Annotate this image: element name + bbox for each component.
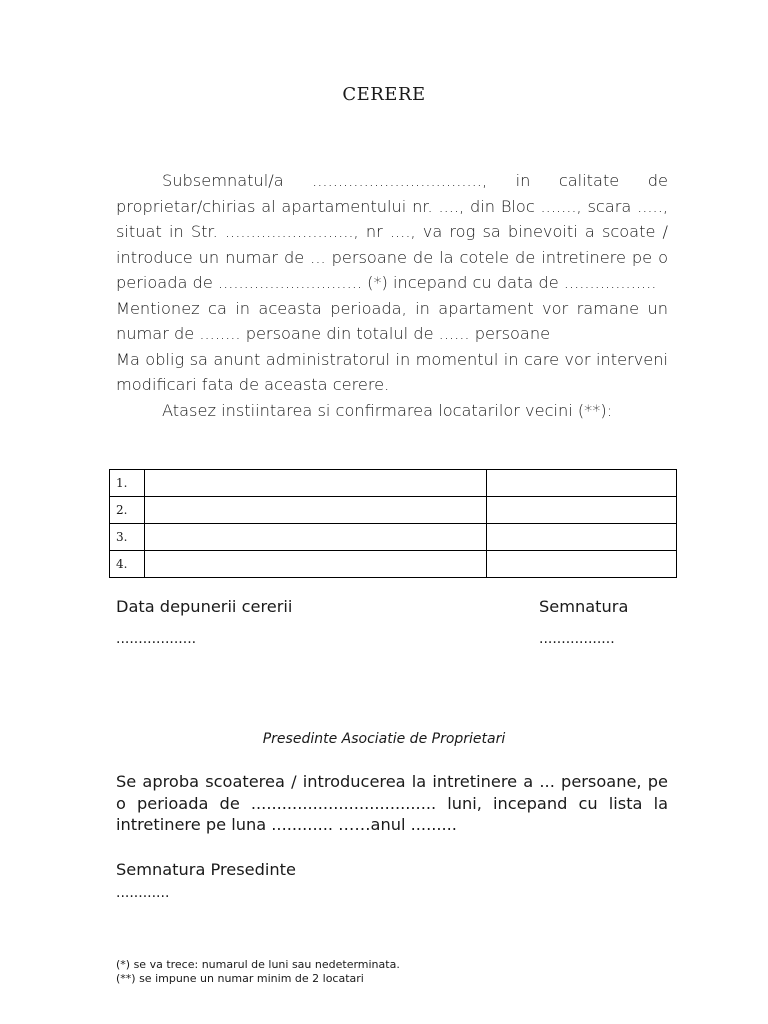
neighbor-name-cell[interactable]	[145, 497, 487, 524]
row-number: 2.	[110, 497, 145, 524]
neighbors-table	[109, 469, 677, 578]
neighbor-signature-cell[interactable]	[487, 551, 677, 578]
paragraph-request: Subsemnatul/a ................................., in calitate de proprietar/chirias al apartamentului nr. ...., din Bloc ......., scara ....., situat in Str. ........................., nr ...., va rog sa binevoiti a scoate / introduce un numar de ... persoane de la cotele de intretinere pe o perioada de ............................ (*) incepand cu data de ..................	[116, 171, 668, 292]
footnote-neighbors: (**) se impune un numar minim de 2 locatari	[116, 972, 364, 985]
table-row	[110, 497, 677, 524]
president-signature-label: Semnatura Presedinte	[116, 860, 296, 879]
footnote-months: (*) se va trece: numarul de luni sau nedeterminata.	[116, 958, 400, 971]
president-signature-placeholder: ............	[116, 885, 170, 901]
signature-placeholder: .................	[539, 631, 615, 647]
neighbor-signature-cell[interactable]	[487, 470, 677, 497]
table-row	[110, 470, 677, 497]
document-title: CERERE	[342, 84, 426, 105]
neighbor-name-cell[interactable]	[145, 551, 487, 578]
paragraph-obligation: Ma oblig sa anunt administratorul in momentul in care vor interveni modificari fata de aceasta cerere.	[116, 349, 668, 394]
row-number: 3.	[110, 524, 145, 551]
footnotes	[116, 958, 400, 986]
row-number: 1.	[110, 470, 145, 497]
table-row	[110, 551, 677, 578]
neighbor-name-cell[interactable]	[145, 524, 487, 551]
request-body	[116, 168, 668, 423]
president-heading: Presedinte Asociatie de Proprietari	[262, 731, 506, 747]
signature-label: Semnatura	[539, 597, 629, 616]
table-row	[110, 524, 677, 551]
date-label: Data depunerii cererii	[116, 597, 293, 616]
neighbor-name-cell[interactable]	[145, 470, 487, 497]
approval-text: Se aproba scoaterea / introducerea la intretinere a ... persoane, pe o perioada de .................................... luni, incepand cu lista la intretinere pe luna ............ ……anul .........	[116, 772, 668, 834]
row-number: 4.	[110, 551, 145, 578]
paragraph-remaining-persons: Mentionez ca in aceasta perioada, in apartament vor ramane un numar de ........ persoane din totalul de ...... persoane	[116, 298, 668, 343]
date-placeholder: ..................	[116, 631, 197, 647]
neighbor-signature-cell[interactable]	[487, 524, 677, 551]
paragraph-attachment: Atasez instiintarea si confirmarea locatarilor vecini (**):	[162, 400, 613, 420]
neighbor-signature-cell[interactable]	[487, 497, 677, 524]
